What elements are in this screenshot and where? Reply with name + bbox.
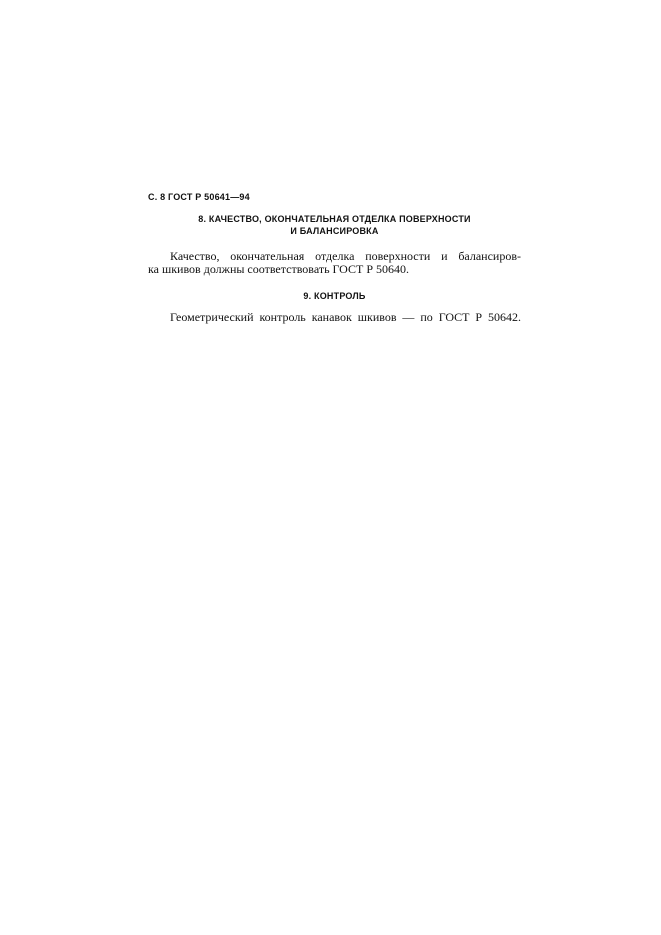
section-8-heading-line-1: 8. КАЧЕСТВО, ОКОНЧАТЕЛЬНАЯ ОТДЕЛКА ПОВЕРХНОСТИ bbox=[198, 214, 471, 224]
running-header: С. 8 ГОСТ Р 50641—94 bbox=[148, 192, 250, 202]
section-8-heading-line-2: И БАЛАНСИРОВКА bbox=[290, 226, 379, 236]
section-8-heading bbox=[148, 213, 521, 237]
section-8-text-line-2: ка шкивов должны соответствовать ГОСТ Р 50640. bbox=[148, 262, 410, 276]
section-9-heading-line-1: 9. КОНТРОЛЬ bbox=[303, 291, 366, 301]
section-9-paragraph bbox=[148, 311, 521, 324]
section-9-text-line-1: Геометрический контроль канавок шкивов — по ГОСТ Р 50642. bbox=[170, 310, 521, 324]
section-8-paragraph bbox=[148, 250, 521, 276]
section-8-text-line-1: Качество, окончательная отделка поверхности и балансиров- bbox=[170, 249, 521, 263]
section-9-heading bbox=[148, 290, 521, 302]
